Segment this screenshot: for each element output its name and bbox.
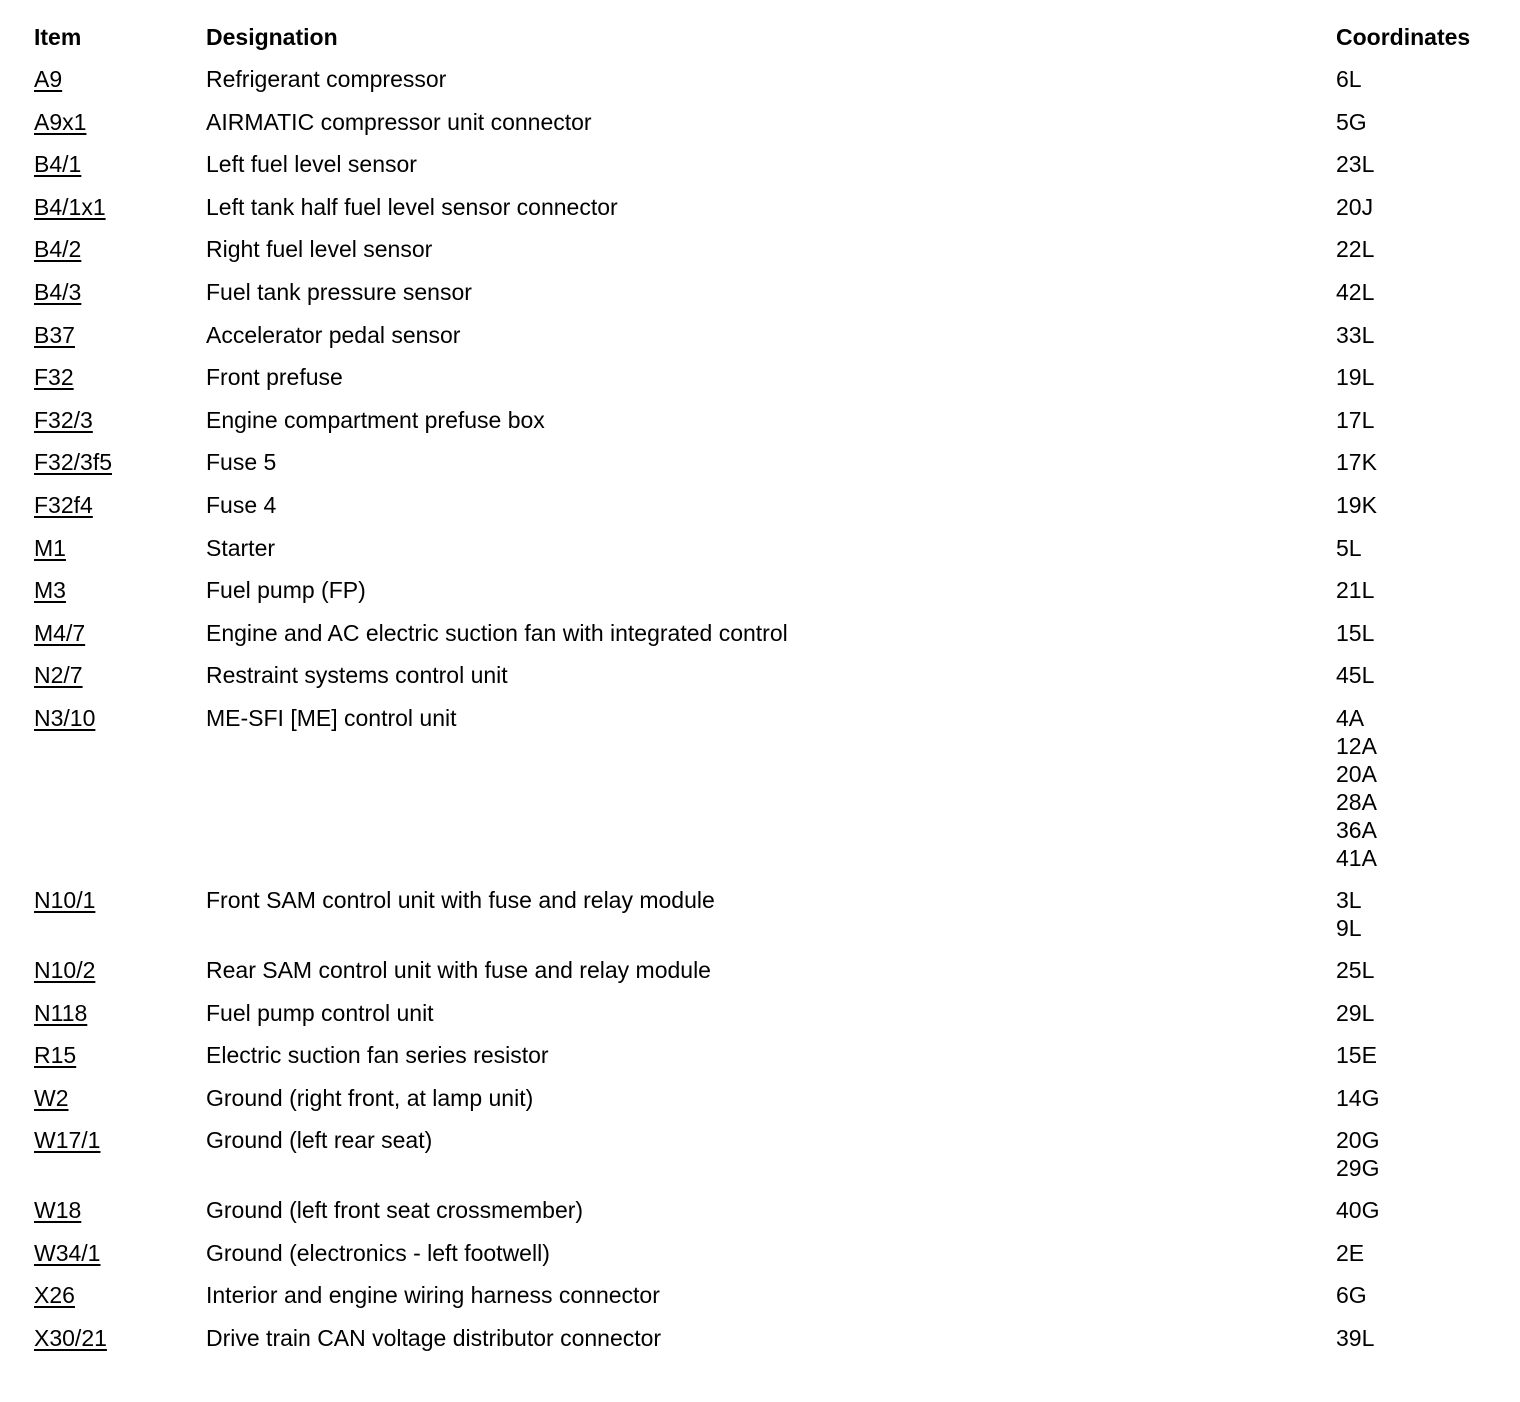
coordinate-value: 25L <box>1336 956 1375 983</box>
item-link[interactable]: B4/1x1 <box>34 193 106 220</box>
coordinate-value: 19L <box>1336 364 1375 391</box>
coordinate-value: 6G <box>1336 1282 1367 1309</box>
coordinates-cell <box>1336 65 1362 93</box>
coordinate-value: 15E <box>1336 1042 1377 1069</box>
designation-cell: Ground (left rear seat) <box>206 1127 433 1154</box>
item-link[interactable]: M3 <box>34 577 66 604</box>
table-row <box>34 1084 1494 1127</box>
designation-cell: Engine compartment prefuse box <box>206 406 545 433</box>
coordinate-value: 36A <box>1336 816 1377 843</box>
table-row <box>34 448 1494 491</box>
designation-cell: AIRMATIC compressor unit connector <box>206 108 592 135</box>
coordinate-value: 9L <box>1336 914 1362 941</box>
component-table <box>34 23 1494 1367</box>
coordinate-value: 14G <box>1336 1084 1380 1111</box>
coordinates-cell <box>1336 1084 1379 1112</box>
item-cell <box>34 619 206 647</box>
item-cell <box>34 1126 206 1154</box>
table-row <box>34 704 1494 886</box>
designation-cell: Rear SAM control unit with fuse and relay module <box>206 956 711 983</box>
coordinates-cell <box>1336 108 1367 136</box>
item-link[interactable]: X26 <box>34 1282 75 1309</box>
coordinate-value: 23L <box>1336 151 1375 178</box>
designation-cell: Accelerator pedal sensor <box>206 321 461 348</box>
table-row <box>34 150 1494 193</box>
item-cell <box>34 65 206 93</box>
table-row <box>34 1196 1494 1239</box>
designation-cell: Front SAM control unit with fuse and relay module <box>206 886 715 913</box>
coordinates-cell <box>1336 1041 1377 1069</box>
coordinate-value: 29L <box>1336 999 1375 1026</box>
table-row <box>34 999 1494 1042</box>
coordinate-value: 41A <box>1336 844 1377 871</box>
item-link[interactable]: N10/2 <box>34 956 96 983</box>
coordinates-cell <box>1336 1126 1379 1182</box>
table-row <box>34 661 1494 704</box>
table-row <box>34 1041 1494 1084</box>
item-cell <box>34 1041 206 1069</box>
coordinate-value: 45L <box>1336 662 1375 689</box>
coordinate-value: 39L <box>1336 1325 1375 1352</box>
item-link[interactable]: N118 <box>34 999 88 1026</box>
item-link[interactable]: A9x1 <box>34 108 87 135</box>
item-cell <box>34 150 206 178</box>
coordinate-value: 40G <box>1336 1197 1380 1224</box>
coordinates-cell <box>1336 956 1374 984</box>
coordinates-cell <box>1336 406 1374 434</box>
coordinates-cell <box>1336 704 1377 872</box>
table-row <box>34 576 1494 619</box>
coordinate-value: 20G <box>1336 1127 1380 1154</box>
item-link[interactable]: W18 <box>34 1197 82 1224</box>
table-row <box>34 193 1494 236</box>
table-row <box>34 956 1494 999</box>
coordinates-cell <box>1336 999 1374 1027</box>
item-cell <box>34 1324 206 1352</box>
header-designation: Designation <box>206 24 338 50</box>
coordinates-cell <box>1336 448 1377 476</box>
item-cell <box>34 406 206 434</box>
coordinates-cell <box>1336 619 1374 647</box>
designation-cell: Ground (electronics - left footwell) <box>206 1239 550 1266</box>
item-cell <box>34 193 206 221</box>
designation-cell: Ground (right front, at lamp unit) <box>206 1084 534 1111</box>
item-cell <box>34 363 206 391</box>
coordinates-cell <box>1336 235 1374 263</box>
table-row <box>34 278 1494 321</box>
item-cell <box>34 235 206 263</box>
coordinate-value: 2E <box>1336 1239 1365 1266</box>
coordinate-value: 22L <box>1336 236 1375 263</box>
table-row <box>34 1281 1494 1324</box>
designation-cell: Restraint systems control unit <box>206 662 508 689</box>
item-cell <box>34 1084 206 1112</box>
coordinate-value: 3L <box>1336 886 1362 913</box>
item-link[interactable]: W34/1 <box>34 1239 101 1266</box>
coordinates-cell <box>1336 1196 1379 1224</box>
item-cell <box>34 534 206 562</box>
designation-cell: Fuse 5 <box>206 449 277 476</box>
header-coordinates: Coordinates <box>1336 24 1471 50</box>
item-cell <box>34 321 206 349</box>
table-row <box>34 321 1494 364</box>
coordinate-value: 4A <box>1336 704 1365 731</box>
item-link[interactable]: B4/3 <box>34 278 82 305</box>
coordinate-value: 19K <box>1336 491 1377 518</box>
table-row <box>34 1126 1494 1196</box>
designation-cell: Engine and AC electric suction fan with integrated control <box>206 619 788 646</box>
table-row <box>34 619 1494 662</box>
table-row <box>34 108 1494 151</box>
coordinate-value: 42L <box>1336 278 1375 305</box>
item-cell <box>34 999 206 1027</box>
coordinate-value: 5G <box>1336 108 1367 135</box>
item-cell <box>34 491 206 519</box>
coordinate-value: 15L <box>1336 619 1375 646</box>
item-link[interactable]: B4/1 <box>34 151 82 178</box>
item-cell <box>34 108 206 136</box>
item-link[interactable]: F32/3 <box>34 406 93 433</box>
item-cell <box>34 1239 206 1267</box>
designation-cell: Left fuel level sensor <box>206 151 417 178</box>
designation-cell: Refrigerant compressor <box>206 66 447 92</box>
item-link[interactable]: F32 <box>34 364 74 391</box>
table-row <box>34 1239 1494 1282</box>
coordinate-value: 12A <box>1336 732 1377 759</box>
coordinate-value: 33L <box>1336 321 1375 348</box>
table-row <box>34 534 1494 577</box>
item-link[interactable]: W17/1 <box>34 1127 101 1154</box>
coordinates-cell <box>1336 534 1362 562</box>
coordinates-cell <box>1336 321 1374 349</box>
coordinate-value: 20J <box>1336 193 1374 220</box>
item-link[interactable]: B4/2 <box>34 236 82 263</box>
item-cell <box>34 1196 206 1224</box>
item-link[interactable]: N2/7 <box>34 662 83 689</box>
item-cell <box>34 1281 206 1309</box>
item-link[interactable]: R15 <box>34 1042 77 1069</box>
item-cell <box>34 886 206 914</box>
coordinate-value: 28A <box>1336 788 1377 815</box>
designation-cell: Fuel tank pressure sensor <box>206 278 472 305</box>
table-row <box>34 363 1494 406</box>
table-row <box>34 65 1494 108</box>
item-cell <box>34 661 206 689</box>
coordinates-cell <box>1336 1324 1374 1352</box>
item-cell <box>34 448 206 476</box>
coordinate-value: 21L <box>1336 577 1375 604</box>
table-row <box>34 886 1494 956</box>
item-cell <box>34 278 206 306</box>
coordinate-value: 17K <box>1336 449 1377 476</box>
coordinates-cell <box>1336 193 1373 221</box>
item-link[interactable]: N10/1 <box>34 886 96 913</box>
coordinates-cell <box>1336 1281 1367 1309</box>
designation-cell: Front prefuse <box>206 364 343 391</box>
coordinate-value: 29G <box>1336 1155 1380 1182</box>
item-link[interactable]: N3/10 <box>34 704 96 731</box>
item-link[interactable]: X30/21 <box>34 1325 107 1352</box>
item-link[interactable]: B37 <box>34 321 75 348</box>
coordinates-cell <box>1336 150 1374 178</box>
coordinates-cell <box>1336 491 1377 519</box>
item-cell <box>34 956 206 984</box>
coordinate-value: 20A <box>1336 760 1377 787</box>
designation-cell: Fuel pump (FP) <box>206 577 366 604</box>
designation-cell: Fuse 4 <box>206 491 277 518</box>
coordinates-cell <box>1336 363 1374 391</box>
designation-cell: ME-SFI [ME] control unit <box>206 704 457 731</box>
designation-cell: Drive train CAN voltage distributor connector <box>206 1325 662 1352</box>
coordinates-cell <box>1336 1239 1364 1267</box>
coordinates-cell <box>1336 886 1362 942</box>
header-item: Item <box>34 24 82 50</box>
designation-cell: Starter <box>206 534 276 561</box>
item-link[interactable]: A9 <box>34 66 63 92</box>
coordinate-value: 6L <box>1336 66 1362 92</box>
item-cell <box>34 704 206 732</box>
table-row <box>34 491 1494 534</box>
table-row <box>34 1324 1494 1367</box>
designation-cell: Fuel pump control unit <box>206 999 434 1026</box>
item-link[interactable]: F32f4 <box>34 491 93 518</box>
item-cell <box>34 576 206 604</box>
table-row <box>34 406 1494 449</box>
coordinates-cell <box>1336 661 1374 689</box>
item-link[interactable]: M4/7 <box>34 619 86 646</box>
coordinates-cell <box>1336 576 1374 604</box>
table-body <box>34 65 1494 1367</box>
designation-cell: Right fuel level sensor <box>206 236 433 263</box>
item-link[interactable]: F32/3f5 <box>34 449 112 476</box>
table-header <box>34 23 1494 65</box>
designation-cell: Left tank half fuel level sensor connector <box>206 193 618 220</box>
item-link[interactable]: W2 <box>34 1084 69 1111</box>
item-link[interactable]: M1 <box>34 534 66 561</box>
designation-cell: Electric suction fan series resistor <box>206 1042 549 1069</box>
designation-cell: Interior and engine wiring harness connector <box>206 1282 660 1309</box>
coordinates-cell <box>1336 278 1374 306</box>
designation-cell: Ground (left front seat crossmember) <box>206 1197 584 1224</box>
table-row <box>34 235 1494 278</box>
coordinate-value: 17L <box>1336 406 1375 433</box>
coordinate-value: 5L <box>1336 534 1362 561</box>
